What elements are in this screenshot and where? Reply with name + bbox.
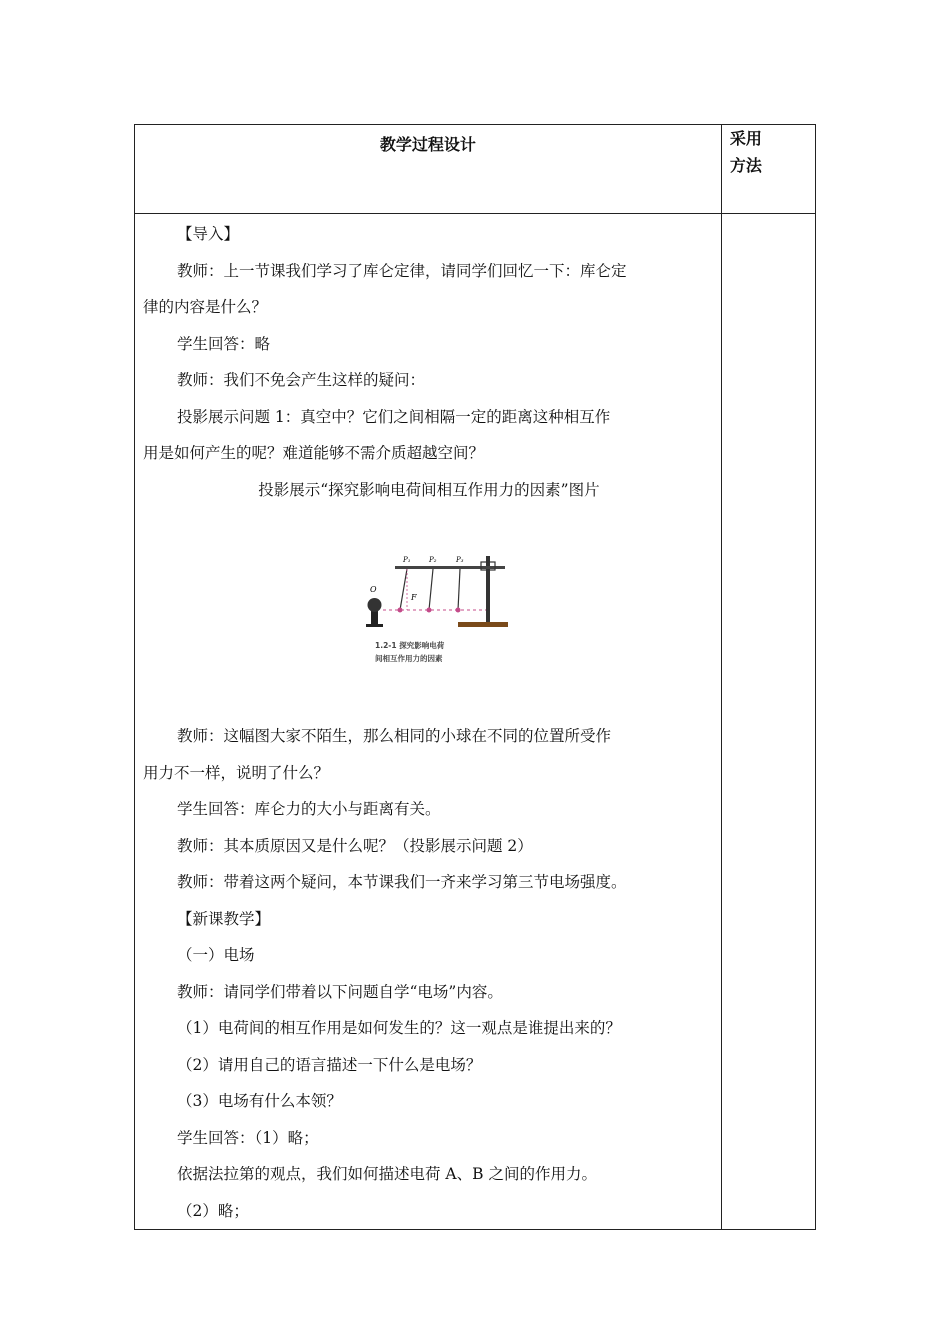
- paragraph: 教师：带着这两个疑问，本节课我们一齐来学习第三节电场强度。: [177, 873, 627, 891]
- paragraph: 教师：其本质原因又是什么呢？（投影展示问题 2）: [177, 836, 533, 855]
- paragraph: 教师：这幅图大家不陌生，那么相同的小球在不同的位置所受作: [177, 727, 612, 745]
- sphere-stand-base: [366, 624, 383, 627]
- question-3: （3）电场有什么本领？: [177, 1092, 342, 1110]
- charged-sphere: [368, 598, 382, 612]
- sphere-stand: [371, 610, 378, 624]
- thread-p1: [400, 569, 407, 610]
- paragraph: 教师：我们不免会产生这样的疑问：: [177, 371, 426, 389]
- paragraph: 用是如何产生的呢？难道能够不需介质超越空间？: [143, 444, 485, 462]
- thread-p2: [429, 569, 433, 610]
- table-body-row: [135, 214, 816, 1230]
- table-header-row: [135, 125, 816, 214]
- coulomb-experiment-figure: [143, 508, 715, 718]
- label-p1: P₁: [403, 556, 411, 564]
- header-method-line1: 采用: [729, 129, 762, 148]
- ball-p1: [398, 608, 403, 613]
- ball-p3: [456, 608, 461, 613]
- paragraph: 教师：上一节课我们学习了库仑定律，请同学们回忆一下：库仑定: [177, 261, 627, 280]
- header-method-line2: 方法: [729, 156, 762, 175]
- label-f: F: [411, 593, 417, 602]
- top-bar: [395, 566, 505, 569]
- paragraph: 律的内容是什么？: [143, 298, 268, 316]
- lesson-design-table: [134, 124, 816, 1230]
- paragraph: 学生回答：略: [177, 334, 271, 353]
- section-heading-intro: 【导入】: [177, 225, 240, 243]
- paragraph: 学生回答：库仑力的大小与距离有关。: [177, 800, 441, 818]
- ball-p2: [427, 608, 432, 613]
- paragraph: 教师：请同学们带着以下问题自学“电场”内容。: [177, 982, 503, 1001]
- paragraph: 用力不一样，说明了什么？: [143, 763, 330, 782]
- question-2: （2）请用自己的语言描述一下什么是电场？: [177, 1055, 482, 1074]
- thread-p3: [458, 569, 460, 610]
- experiment-illustration: [353, 548, 513, 668]
- question-1: （1）电荷间的相互作用是如何发生的？这一观点是谁提出来的？: [177, 1019, 621, 1037]
- figure-caption-line2: 间相互作用力的因素: [375, 654, 443, 663]
- lesson-content-cell: [135, 214, 722, 1230]
- method-cell: [721, 214, 815, 1230]
- paragraph-figure-intro: 投影展示“探究影响电荷间相互作用力的因素”图片: [258, 480, 600, 499]
- label-o: O: [370, 585, 377, 594]
- paragraph: 投影展示问题 1：真空中？它们之间相隔一定的距离这种相互作: [177, 407, 611, 426]
- paragraph: 学生回答：（1）略；: [177, 1128, 319, 1147]
- subsection-heading: （一）电场: [177, 946, 255, 964]
- header-title: 教学过程设计: [379, 135, 476, 154]
- label-p2: P₂: [429, 556, 437, 564]
- paragraph: 依据法拉第的观点，我们如何描述电荷 A、B 之间的作用力。: [177, 1165, 597, 1183]
- header-title-cell: [135, 125, 722, 214]
- base-board: [458, 622, 508, 627]
- figure-caption-line1: 1.2-1 探究影响电荷: [375, 641, 445, 650]
- header-method-cell: [721, 125, 815, 214]
- section-heading-new-lesson: 【新课教学】: [177, 909, 271, 928]
- paragraph: （2）略；: [177, 1201, 249, 1220]
- label-p3: P₃: [456, 556, 464, 564]
